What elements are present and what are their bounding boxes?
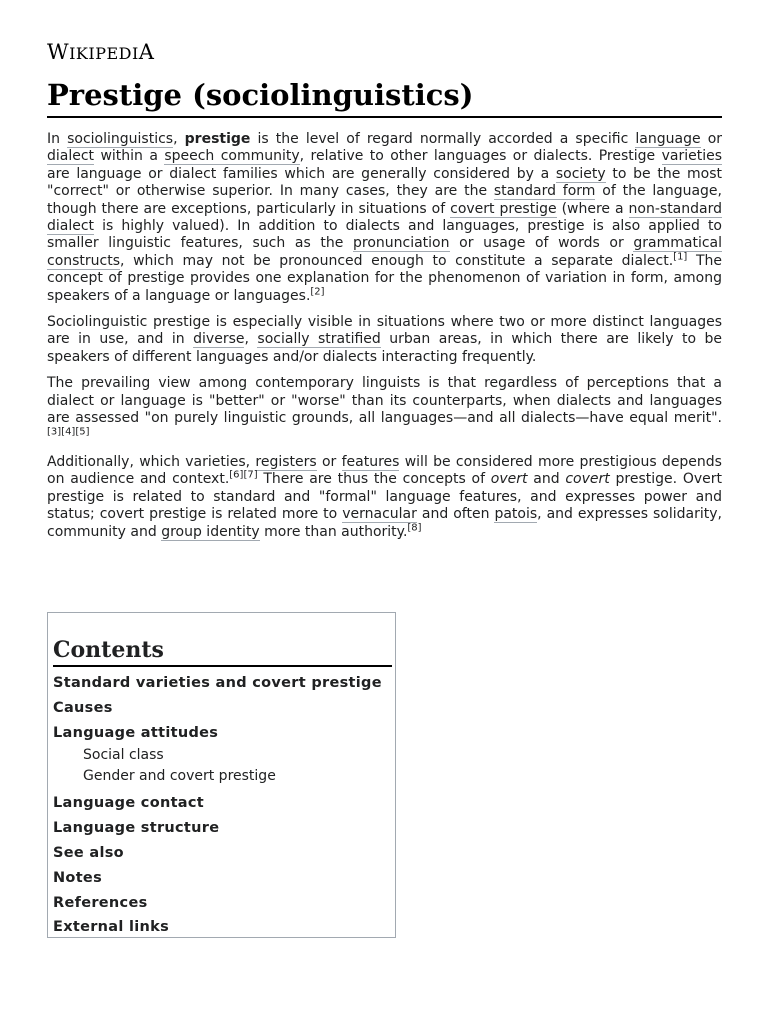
- italic-term-covert: covert: [565, 471, 610, 488]
- citation-5[interactable]: [5]: [75, 425, 90, 437]
- link-pronunciation[interactable]: pronunciation: [352, 235, 450, 252]
- link-language[interactable]: language: [635, 131, 701, 147]
- text: within a: [94, 148, 165, 165]
- citation-2[interactable]: [2]: [310, 286, 325, 297]
- link-varieties[interactable]: varieties: [661, 148, 722, 165]
- link-socially-stratified[interactable]: socially stratified: [257, 331, 381, 348]
- link-society[interactable]: society: [555, 165, 606, 182]
- text: will be considered more prestigious depends on audience and context.: [47, 453, 722, 488]
- text: , which may not be pronounced enough to constitute a separate dialect.: [120, 252, 674, 269]
- text: The concept of prestige provides one explanation for the phenomenon of variation in form, among speakers of a language or languages.: [47, 252, 722, 304]
- link-features[interactable]: features: [341, 453, 400, 470]
- text: more than authority.: [259, 523, 408, 540]
- toc-title: Contents: [53, 635, 392, 667]
- link-speech-community[interactable]: speech community: [164, 148, 300, 165]
- link-grammatical-constructs[interactable]: grammatical constructs: [47, 235, 722, 269]
- toc-item-causes[interactable]: Causes: [53, 699, 113, 716]
- text: ,: [244, 331, 258, 348]
- paragraph-4: [47, 454, 722, 541]
- toc-list: [53, 671, 392, 940]
- text: or: [316, 453, 342, 470]
- toc-subitem-gender-covert-prestige[interactable]: Gender and covert prestige: [83, 768, 276, 785]
- link-group-identity[interactable]: group identity: [161, 523, 260, 540]
- text: and often: [416, 506, 495, 523]
- text: , and expresses solidarity, community and: [47, 506, 722, 540]
- text: Additionally, which varieties,: [47, 453, 256, 470]
- article-body: [47, 131, 722, 550]
- toc-item-external-links[interactable]: External links: [53, 919, 170, 936]
- citation-3[interactable]: [3]: [47, 425, 62, 437]
- text: to be the most "correct" or otherwise superior. In many cases, they are the: [47, 165, 722, 200]
- toc-item-references[interactable]: References: [53, 894, 148, 911]
- toc-item-standard-varieties[interactable]: Standard varieties and covert prestige: [53, 675, 382, 691]
- paragraph-2: [47, 314, 722, 366]
- citation-7[interactable]: [7]: [243, 469, 258, 481]
- citation-6[interactable]: [6]: [229, 469, 244, 481]
- link-standard-form[interactable]: standard form: [493, 183, 596, 200]
- text: , relative to other languages or dialects. Prestige: [299, 148, 662, 165]
- citation-8[interactable]: [8]: [407, 521, 422, 533]
- citation-4[interactable]: [4]: [61, 425, 76, 437]
- citation-1[interactable]: [1]: [673, 251, 688, 263]
- bold-term: prestige: [184, 131, 251, 147]
- toc-subitem-social-class[interactable]: Social class: [83, 747, 164, 764]
- toc-item-see-also[interactable]: See also: [53, 844, 124, 861]
- text: of the language, though there are exceptions, particularly in situations of: [47, 183, 722, 217]
- text: (where a: [556, 200, 629, 217]
- text: In: [47, 131, 68, 147]
- toc-item-language-structure[interactable]: Language structure: [53, 820, 220, 837]
- toc-item-language-contact[interactable]: Language contact: [53, 795, 205, 812]
- text: is highly valued). In addition to dialects and languages, prestige is also applied to smaller linguistic features, such as the: [47, 218, 722, 252]
- text: The prevailing view among contemporary linguists is that regardless of perceptions that a dialect or language is "better" or "worse" than its counterparts, when dialects and languages are assessed "on purely linguistic grounds, all languages—and all dialects—have equal merit".: [47, 375, 722, 427]
- text: or usage of words or: [449, 235, 634, 252]
- logo-letter: W: [47, 40, 70, 64]
- text: are language or dialect families which are generally considered by a: [47, 165, 556, 182]
- text: Sociolinguistic prestige is especially visible in situations where two or more distinct languages are in use, and in: [47, 314, 722, 348]
- link-dialect[interactable]: dialect: [47, 148, 95, 165]
- text: ,: [173, 131, 185, 147]
- wikipedia-logo[interactable]: [47, 40, 154, 64]
- toc-item-language-attitudes[interactable]: Language attitudes: [53, 724, 219, 741]
- link-sociolinguistics[interactable]: sociolinguistics: [67, 131, 174, 147]
- text: urban areas, in which there are likely to be speakers of different languages and/or dialects interacting frequently.: [47, 331, 723, 365]
- link-patois[interactable]: patois: [494, 506, 538, 523]
- toc-item-notes[interactable]: Notes: [53, 869, 102, 886]
- text: prestige. Overt prestige is related to standard and "formal" language features, and expresses power and status; covert prestige is related more to: [47, 471, 722, 523]
- text: There are thus the concepts of: [257, 471, 491, 488]
- link-diverse[interactable]: diverse: [193, 331, 245, 348]
- link-covert-prestige[interactable]: covert prestige: [450, 200, 557, 217]
- text: is the level of regard normally accorded a specific: [250, 131, 636, 147]
- logo-letters: IKIPEDI: [69, 44, 139, 63]
- logo-letter: A: [138, 40, 155, 64]
- italic-term-overt: overt: [490, 471, 528, 488]
- text: and: [527, 471, 566, 488]
- table-of-contents: [47, 612, 396, 938]
- text: or: [700, 131, 723, 147]
- link-non-standard-dialect[interactable]: non-standard dialect: [47, 200, 722, 235]
- paragraph-3: [47, 375, 722, 445]
- page-title: Prestige (sociolinguistics): [47, 76, 722, 118]
- paragraph-intro: [47, 131, 722, 305]
- link-registers[interactable]: registers: [255, 453, 317, 470]
- link-vernacular[interactable]: vernacular: [342, 506, 417, 523]
